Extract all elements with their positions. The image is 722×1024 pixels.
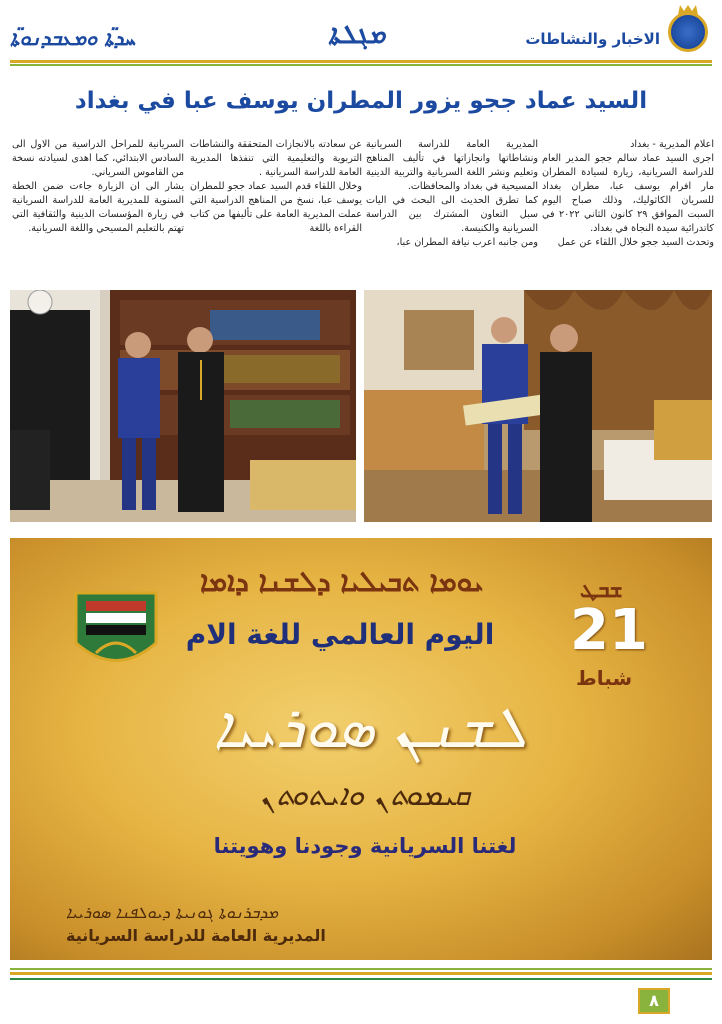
article-body bbox=[12, 138, 714, 282]
column-text: اعلام المديرية - بغداد اجرى السيد عماد سالم ججو المدير العام للدراسة السريانية، زيارة لسيادة المطران مار افرام يوسف عبا، مطران بغداد للسريان الكاثوليك، وذلك صباح اليوم السبت الموافق ٢٩ كانون الثاني ٢٠٢٢ في كاتدرائية سيدة النجاة في بغداد. وتحدث السيد ججو خلال اللقاء عن عمل bbox=[542, 139, 714, 248]
header-syriac-title: ܚܕܬ̈ܐ ܘܡܥܒܕܢܘܬ̈ܐ bbox=[10, 26, 136, 50]
magazine-title: ܡܓܠܬܐ bbox=[328, 20, 386, 50]
poster-syriac-slogan: ܠܫܢܢ ܣܘܪܝܝܐ bbox=[213, 693, 527, 761]
photo-bishop-reviewing-book bbox=[364, 290, 712, 522]
header-gold-rule bbox=[10, 60, 712, 63]
directorate-emblem-icon bbox=[668, 12, 708, 52]
article-column-2 bbox=[366, 138, 538, 282]
header-green-rule bbox=[10, 64, 712, 66]
article-headline: السيد عماد ججو يزور المطران يوسف عبا في بغداد bbox=[74, 88, 648, 114]
section-title: الاخبار والنشاطات bbox=[525, 30, 660, 48]
footer-dark-green-rule bbox=[10, 978, 712, 980]
poster-title: اليوم العالمي للغة الام bbox=[185, 618, 495, 651]
poster-date-month: شباط bbox=[576, 666, 633, 690]
article-column-1 bbox=[542, 138, 714, 282]
poster-arabic-slogan: لغتنا السريانية وجودنا وهويتنا bbox=[213, 834, 517, 858]
poster-date-day: 21 bbox=[570, 598, 648, 663]
poster-signature: المديرية العامة للدراسة السريانية bbox=[66, 926, 326, 945]
poster-syriac-heading: ܝܘܡܐ ܬܒܝܠܝܐ ܕܠܫܢܐ ܕܐܡܐ bbox=[200, 565, 484, 598]
footer-green-rule bbox=[10, 968, 712, 970]
poster-date-syriac: ܫܒܛ bbox=[580, 578, 623, 603]
footer-gold-rule bbox=[10, 972, 712, 975]
article-column-4 bbox=[12, 138, 184, 282]
article-column-3 bbox=[190, 138, 362, 282]
photo-bishop-and-director-standing bbox=[10, 290, 356, 522]
page-header bbox=[0, 0, 722, 64]
poster-syriac-subslogan: ܩܝܡܘܬܢ ܘܐܝܬܘܬܢ bbox=[259, 778, 471, 813]
mother-language-day-poster bbox=[10, 538, 712, 960]
directorate-poster-emblem-icon bbox=[66, 573, 166, 683]
poster-syriac-signature: ܡܕܒܪܢܘܬܐ ܓܘܢܝܬܐ ܕܝܘܠܦܢܐ ܣܘܪܝܝܐ bbox=[66, 903, 279, 922]
column-text: المديرية العامة للدراسة السريانية ونشاطاتها وانجازاتها في تأليف المناهج وتعليم ونشر اللغة السريانية والتربية الدينية المسيحية في بغداد والمحافظات. كما تطرق الحديث الى البحث في اليات سبل التعاون المشترك بين الدراسة السريانية والكنيسة. ومن جانبه اعرب نيافة المطران عبا، bbox=[366, 139, 538, 248]
page-number: ٨ bbox=[638, 988, 670, 1014]
column-text: السريانية للمراحل الدراسية من الاول الى السادس الابتدائي، كما اهدى لسيادته نسخة من القاموس السرياني. يشار الى ان الزيارة جاءت ضمن الخطة السنوية للمديرية العامة للدراسة السريانية في زيارة المؤسسات الدينية والثقافية التي تهتم بالتعليم المسيحي واللغة السريانية. bbox=[12, 139, 184, 234]
column-text: عن سعادته بالانجازات المتحققة والنشاطات التربوية والتعليمية التي تنفذها المديرية العامة للدراسة السريانية . وخلال اللقاء قدم السيد عماد ججو للمطران يوسف عبا، نسخ من المناهج الدراسية التي عملت المديرية العامة على تأليفها من كتاب القراءة باللغة bbox=[190, 139, 362, 234]
